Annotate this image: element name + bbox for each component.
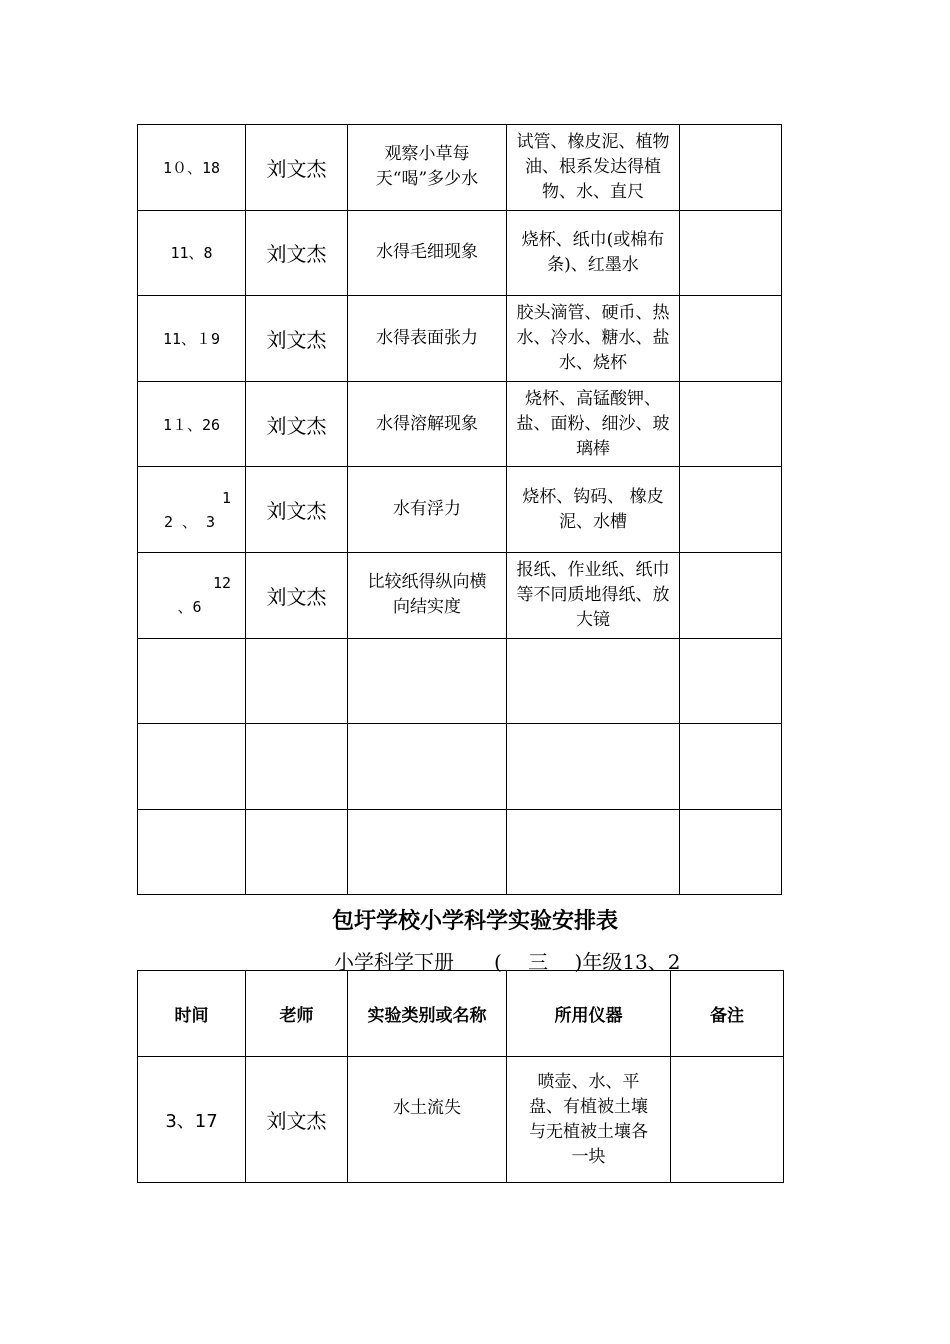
schedule-table-continued (137, 124, 782, 895)
teacher-cell: 刘文杰 (246, 296, 348, 382)
empty-cell (246, 638, 348, 724)
empty-row (138, 724, 782, 810)
experiment-cell: 比较纸得纵向横向结实度 (348, 552, 507, 638)
table-row (138, 467, 782, 553)
empty-cell (507, 638, 680, 724)
empty-cell (507, 724, 680, 810)
header-experiment: 实验类别或名称 (348, 971, 507, 1057)
table-header-row (138, 971, 784, 1057)
table-row (138, 125, 782, 211)
table-row (138, 381, 782, 467)
table-row (138, 1057, 784, 1183)
date-cell (138, 552, 246, 638)
teacher-cell: 刘文杰 (246, 1057, 348, 1183)
experiment-cell: 水有浮力 (348, 467, 507, 553)
page-subtitle: 小学科学下册 ( 三 )年级13、2 (334, 950, 681, 974)
empty-cell (138, 724, 246, 810)
empty-row (138, 809, 782, 895)
teacher-cell: 刘文杰 (246, 552, 348, 638)
teacher-cell: 刘文杰 (246, 467, 348, 553)
equipment-cell: 烧杯、纸巾(或棉布条)、红墨水 (507, 210, 680, 296)
date-cell: 11、8 (138, 210, 246, 296)
note-cell (671, 1057, 784, 1183)
date-cell: 1０、18 (138, 125, 246, 211)
experiment-text: 水土流失 (393, 1098, 461, 1118)
page-title: 包圩学校小学科学实验安排表 (331, 909, 618, 934)
teacher-cell: 刘文杰 (246, 381, 348, 467)
empty-cell (680, 724, 782, 810)
teacher-cell: 刘文杰 (246, 210, 348, 296)
experiment-cell: 水得溶解现象 (348, 381, 507, 467)
date-cell: 3、17 (138, 1057, 246, 1183)
header-note: 备注 (671, 971, 784, 1057)
date-line-1: 1 (221, 488, 231, 507)
equipment-cell: 烧杯、高锰酸钾、盐、面粉、细沙、玻璃棒 (507, 381, 680, 467)
teacher-cell: 刘文杰 (246, 125, 348, 211)
note-cell (680, 467, 782, 553)
empty-cell (348, 809, 507, 895)
table-row (138, 296, 782, 382)
schedule-table (137, 970, 784, 1183)
date-line-2: 2 、 3 (163, 512, 216, 531)
empty-row (138, 638, 782, 724)
experiment-cell: 观察小草每天“喝”多少水 (348, 125, 507, 211)
empty-cell (246, 724, 348, 810)
empty-cell (138, 809, 246, 895)
note-cell (680, 381, 782, 467)
experiment-cell: 水得表面张力 (348, 296, 507, 382)
equipment-cell: 试管、橡皮泥、植物油、根系发达得植物、水、直尺 (507, 125, 680, 211)
date-cell (138, 467, 246, 553)
empty-cell (138, 638, 246, 724)
note-cell (680, 296, 782, 382)
equipment-cell: 报纸、作业纸、纸巾等不同质地得纸、放大镜 (507, 552, 680, 638)
note-cell (680, 552, 782, 638)
header-time: 时间 (138, 971, 246, 1057)
date-line-2: 、6 (177, 598, 202, 617)
equipment-cell: 胶头滴管、硬币、热水、冷水、糖水、盐水、烧杯 (507, 296, 680, 382)
header-teacher: 老师 (246, 971, 348, 1057)
empty-cell (507, 809, 680, 895)
date-cell: 11、１9 (138, 296, 246, 382)
header-equipment: 所用仪器 (507, 971, 671, 1057)
empty-cell (348, 638, 507, 724)
note-cell (680, 210, 782, 296)
table-row (138, 210, 782, 296)
note-cell (680, 125, 782, 211)
empty-cell (680, 638, 782, 724)
experiment-cell: 水得毛细现象 (348, 210, 507, 296)
date-line-1: 12 (212, 574, 231, 593)
empty-cell (246, 809, 348, 895)
date-cell: 1１、26 (138, 381, 246, 467)
empty-cell (680, 809, 782, 895)
equipment-cell: 烧杯、钩码、 橡皮泥、水槽 (507, 467, 680, 553)
experiment-cell (348, 1057, 507, 1183)
empty-cell (348, 724, 507, 810)
equipment-cell: 喷壶、水、平盘、有植被土壤与无植被土壤各一块 (507, 1057, 671, 1183)
table-row (138, 552, 782, 638)
